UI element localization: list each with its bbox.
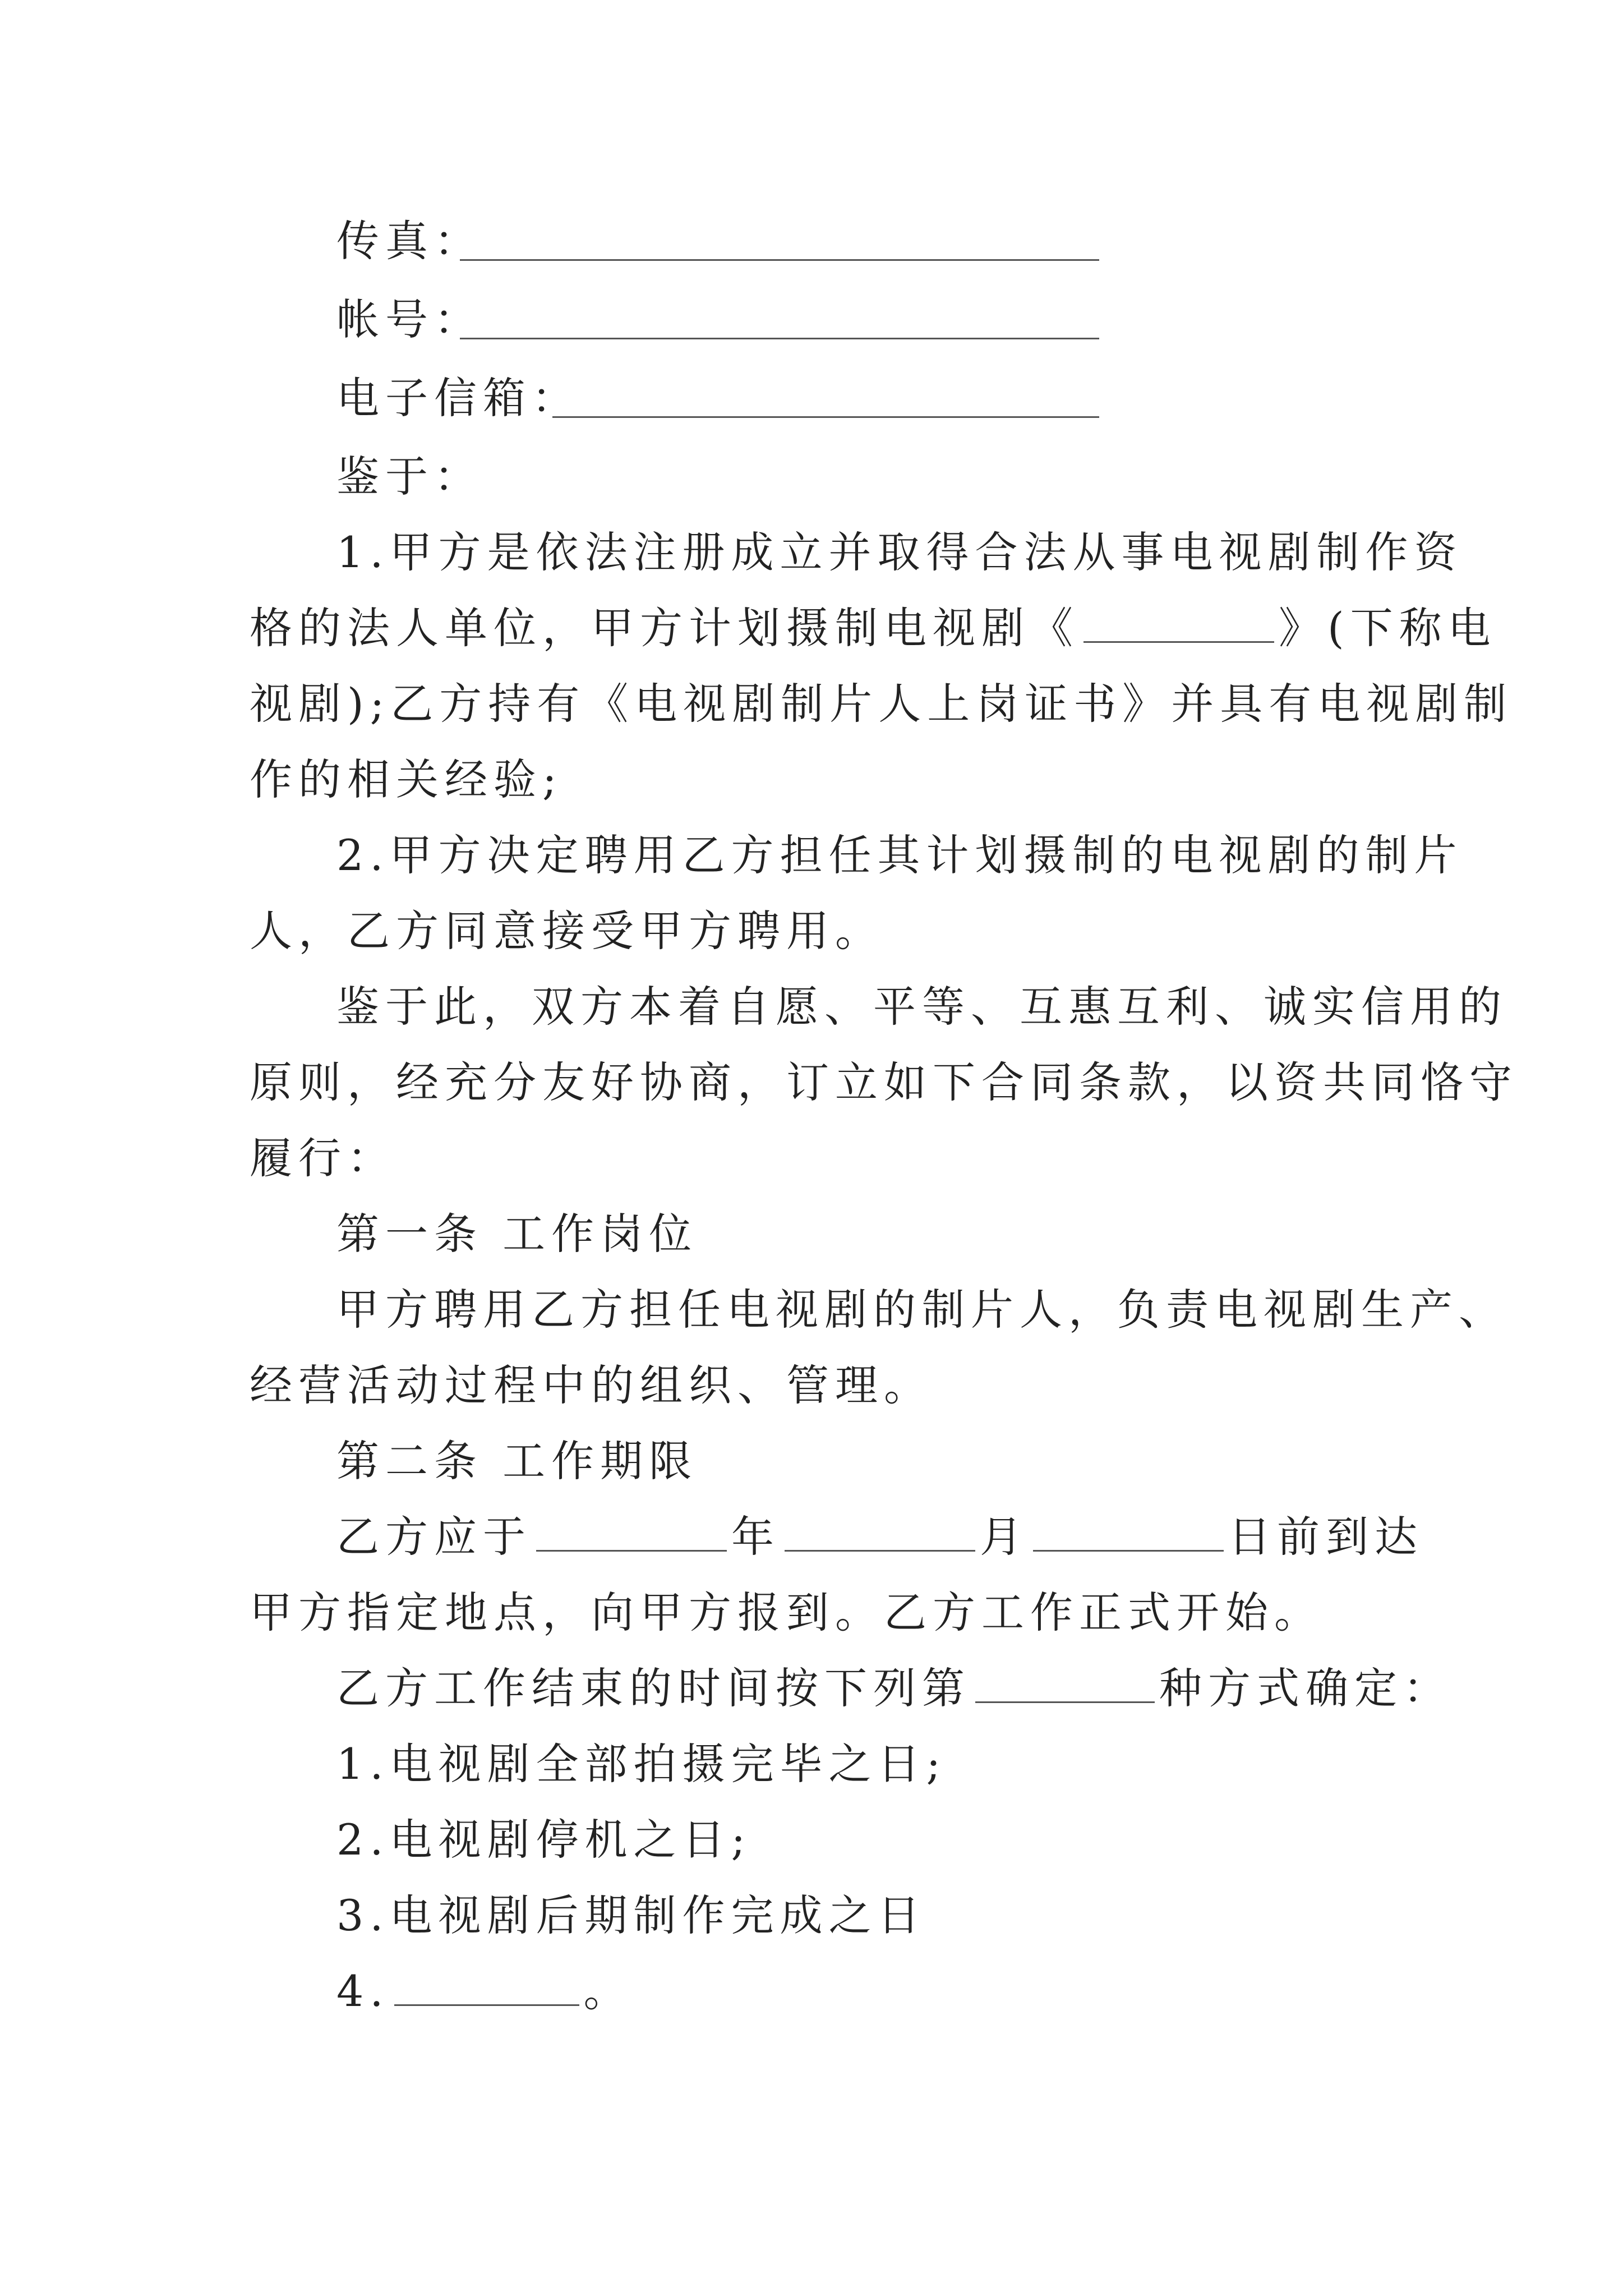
item1-line3: 视剧);乙方持有《电视剧制片人上岗证书》并具有电视剧制 [250, 679, 1513, 729]
email-label: 电子信箱： [336, 373, 580, 423]
fax-field [336, 213, 483, 269]
item1-line2 [250, 600, 1497, 656]
article2-line1 [336, 1509, 1423, 1565]
email-field [336, 370, 580, 426]
article1-line1: 甲方聘用乙方担任电视剧的制片人，负责电视剧生产、 [336, 1285, 1507, 1335]
article2-end-b: 种方式确定： [1159, 1663, 1452, 1713]
fax-blank[interactable] [460, 259, 1099, 261]
article1-line2: 经营活动过程中的组织、管理。 [250, 1360, 933, 1410]
item1-line4: 作的相关经验; [250, 754, 563, 804]
option-4-blank[interactable] [394, 1965, 579, 2006]
drama-title-blank[interactable] [1083, 602, 1274, 643]
account-label: 帐号： [336, 295, 483, 344]
article2-title: 第二条 工作期限 [336, 1436, 698, 1486]
option-3: 3.电视剧后期制作完成之日 [336, 1890, 926, 1940]
account-field [336, 292, 483, 348]
article2-end-a: 乙方工作结束的时间按下列第 [336, 1663, 971, 1713]
email-blank[interactable] [552, 416, 1099, 418]
whereas-heading: 鉴于： [336, 452, 483, 501]
article2-line2: 甲方指定地点，向甲方报到。乙方工作正式开始。 [250, 1588, 1323, 1637]
option-4-number: 4. [336, 1966, 390, 2016]
article2-line1-a: 乙方应于 [336, 1512, 532, 1562]
fax-label: 传真： [336, 216, 483, 266]
item2-line2: 人，乙方同意接受甲方聘用。 [250, 906, 884, 956]
article2-line1-d: 日前到达 [1228, 1512, 1423, 1562]
option-4 [336, 1963, 633, 2019]
article1-title: 第一条 工作岗位 [336, 1209, 698, 1259]
principle-line3: 履行： [250, 1133, 396, 1183]
article2-year-label: 年 [731, 1512, 780, 1562]
account-blank[interactable] [460, 338, 1099, 339]
article2-month-label: 月 [980, 1512, 1029, 1562]
option-4-end: 。 [583, 1966, 633, 2016]
item2-line1: 2.甲方决定聘用乙方担任其计划摄制的电视剧的制片 [336, 830, 1463, 880]
option-2: 2.电视剧停机之日; [336, 1815, 752, 1865]
item1-line2-b: 》(下称电 [1279, 603, 1497, 653]
method-number-blank[interactable] [975, 1662, 1155, 1703]
principle-line2: 原则，经充分友好协商，订立如下合同条款，以资共同恪守 [250, 1057, 1518, 1107]
option-1: 1.电视剧全部拍摄完毕之日; [336, 1739, 947, 1789]
year-blank[interactable] [536, 1511, 727, 1552]
item1-line1: 1.甲方是依法注册成立并取得合法从事电视剧制作资 [336, 527, 1463, 577]
month-blank[interactable] [785, 1511, 975, 1552]
article2-end-line [336, 1660, 1452, 1717]
day-blank[interactable] [1033, 1511, 1224, 1552]
item1-line2-a: 格的法人单位，甲方计划摄制电视剧《 [250, 603, 1079, 653]
principle-line1: 鉴于此，双方本着自愿、平等、互惠互利、诚实信用的 [336, 982, 1507, 1032]
